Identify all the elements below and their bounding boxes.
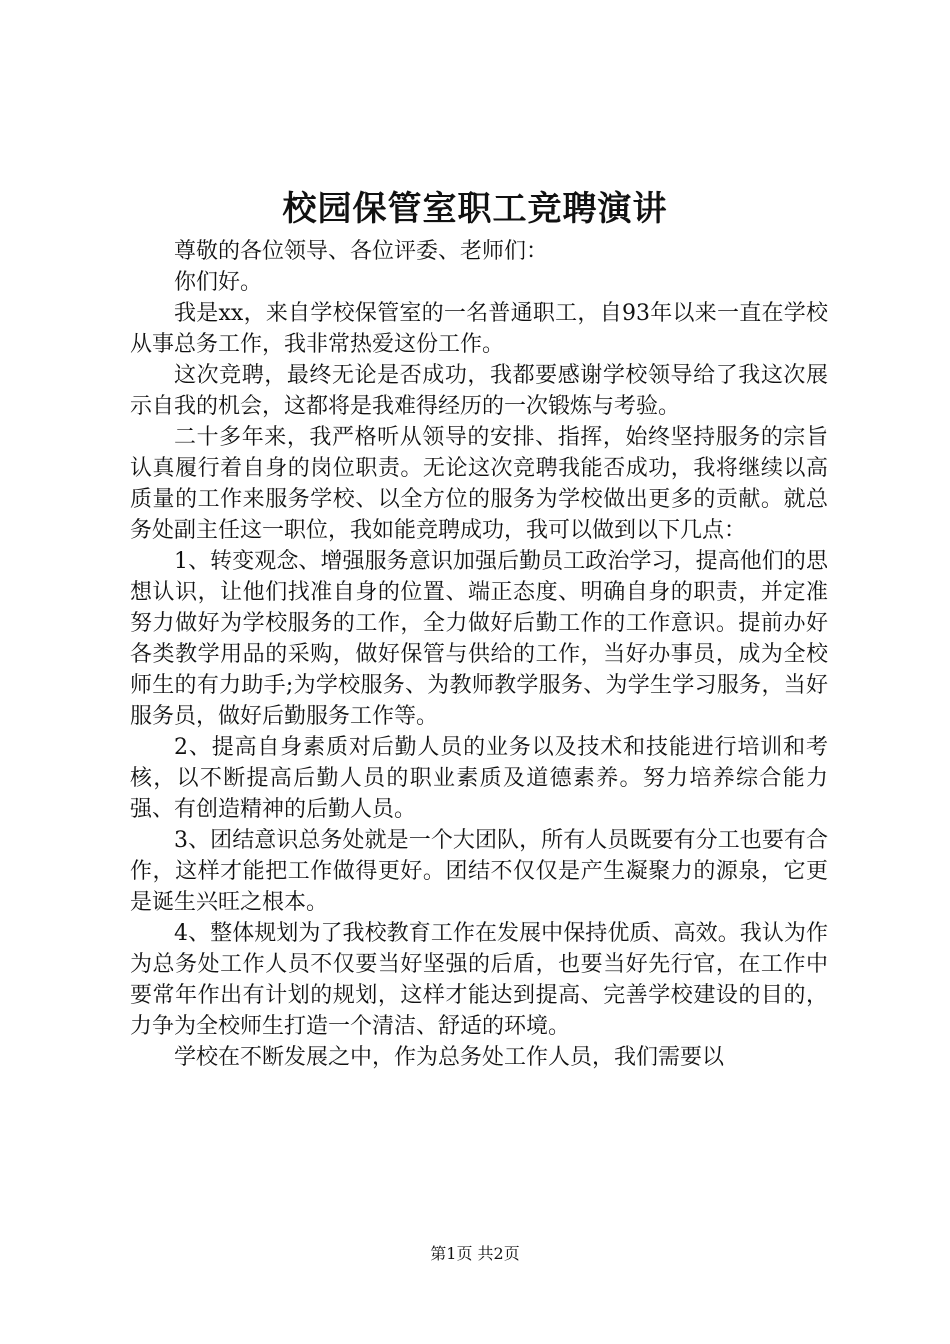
page-footer: 第1页 共2页	[430, 1244, 520, 1263]
paragraph-greeting: 尊敬的各位领导、各位评委、老师们：	[174, 239, 549, 264]
document-title: 校园保管室职工竞聘演讲	[282, 189, 668, 229]
paragraph-intro: 我是xx，来自学校保管室的一名普通职工，自93年以来一直在学校从事总务工作，我非常热爱这份工作。	[130, 301, 828, 357]
paragraph-point-4: 4、整体规划为了我校教育工作在发展中保持优质、高效。我认为作为总务处工作人员不仅要当好坚强的后盾，也要当好先行官，在工作中要常年作出有计划的规划，这样才能达到提高、完善学校建设的目的，力争为全校师生打造一个清洁、舒适的环境。	[130, 921, 828, 1039]
paragraph-experience: 二十多年来，我严格听从领导的安排、指挥，始终坚持服务的宗旨认真履行着自身的岗位职责。无论这次竞聘我能否成功，我将继续以高质量的工作来服务学校、以全方位的服务为学校做出更多的贡献。就总务处副主任这一职位，我如能竞聘成功，我可以做到以下几点：	[130, 425, 828, 543]
paragraph-point-1: 1、转变观念、增强服务意识加强后勤员工政治学习，提高他们的思想认识，让他们找准自身的位置、端正态度、明确自身的职责，并定准努力做好为学校服务的工作，全力做好后勤工作的工作意识。提前办好各类教学用品的采购，做好保管与供给的工作，当好办事员，成为全校师生的有力助手;为学校服务、为教师教学服务、为学生学习服务，当好服务员，做好后勤服务工作等。	[130, 549, 828, 729]
paragraph-closing: 学校在不断发展之中，作为总务处工作人员，我们需要以	[174, 1045, 725, 1070]
document-body	[130, 236, 828, 1073]
paragraph-point-3: 3、团结意识总务处就是一个大团队，所有人员既要有分工也要有合作，这样才能把工作做得更好。团结不仅仅是产生凝聚力的源泉，它更是诞生兴旺之根本。	[130, 828, 828, 915]
paragraph-thanks: 这次竞聘，最终无论是否成功，我都要感谢学校领导给了我这次展示自我的机会，这都将是我难得经历的一次锻炼与考验。	[130, 363, 828, 419]
paragraph-point-2: 2、提高自身素质对后勤人员的业务以及技术和技能进行培训和考核，以不断提高后勤人员的职业素质及道德素养。努力培养综合能力强、有创造精神的后勤人员。	[130, 735, 828, 822]
paragraph-hello: 你们好。	[174, 270, 263, 295]
